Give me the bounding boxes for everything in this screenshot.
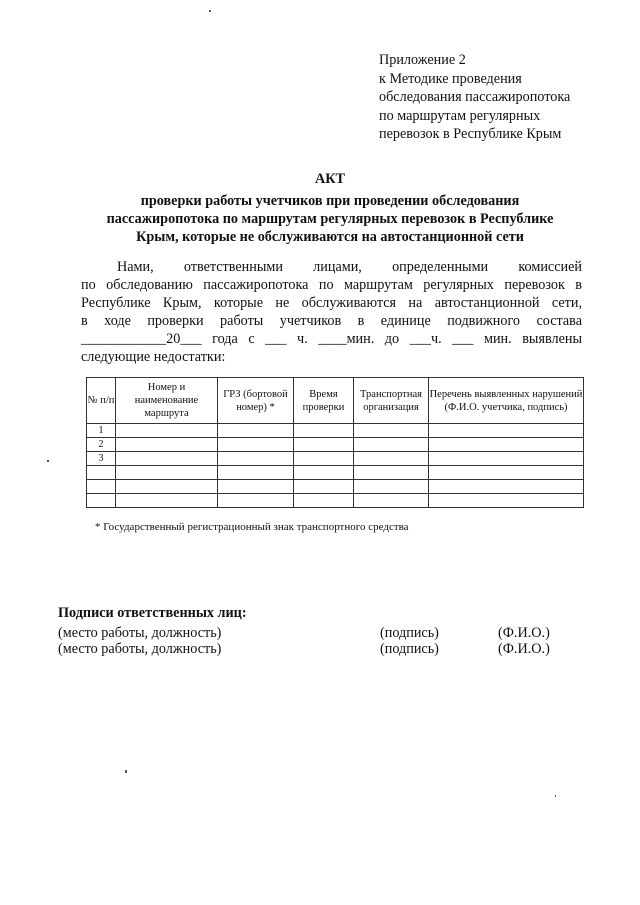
table-cell	[116, 424, 218, 438]
table-cell	[354, 466, 429, 480]
title-subtitle-line: проверки работы учетчиков при проведении обследования	[140, 193, 520, 209]
table-cell: 3	[87, 452, 116, 466]
intro-line: Республике Крым, которые не обслуживаются на автостанционной сети,	[81, 295, 582, 311]
appendix-line: обследования пассажиропотока	[379, 89, 571, 105]
table-cell	[354, 438, 429, 452]
table-cell	[218, 424, 294, 438]
table-cell	[429, 424, 584, 438]
table-cell	[116, 438, 218, 452]
table-cell	[429, 452, 584, 466]
intro-line: в ходе проверки работы учетчиков в единице подвижного состава	[81, 313, 582, 329]
col-header-route: Номер и наименование маршрута	[116, 378, 218, 424]
table-cell: 2	[87, 438, 116, 452]
table-cell	[294, 466, 354, 480]
table-row	[87, 438, 584, 452]
table-cell	[116, 466, 218, 480]
table-row	[87, 480, 584, 494]
appendix-note	[379, 51, 609, 144]
col-header-plate: ГРЗ (бортовой номер) *	[218, 378, 294, 424]
title-heading: АКТ	[315, 171, 345, 187]
intro-paragraph	[81, 258, 582, 366]
table-cell	[429, 438, 584, 452]
violations-table	[86, 377, 584, 508]
table-cell	[218, 480, 294, 494]
table-cell	[87, 480, 116, 494]
signature-sign: (подпись)	[380, 641, 439, 657]
table-cell	[354, 480, 429, 494]
signature-name: (Ф.И.О.)	[498, 625, 550, 641]
table-row	[87, 466, 584, 480]
table-cell	[429, 466, 584, 480]
intro-line: ____________20___ года с ___ ч. ____мин. до ___ч. ___ мин. выявлены	[81, 331, 582, 347]
table-cell	[429, 494, 584, 508]
table-cell	[218, 466, 294, 480]
scan-speck	[555, 795, 556, 797]
col-header-number: № п/п	[87, 378, 116, 424]
table-cell	[354, 424, 429, 438]
table-footnote: * Государственный регистрационный знак транспортного средства	[95, 521, 409, 533]
signature-workplace: (место работы, должность)	[58, 641, 222, 657]
signature-name: (Ф.И.О.)	[498, 641, 550, 657]
table-cell	[218, 494, 294, 508]
table-cell	[354, 494, 429, 508]
table-cell	[354, 452, 429, 466]
signature-sign: (подпись)	[380, 625, 439, 641]
scan-speck	[47, 460, 49, 462]
title-subtitle-line: Крым, которые не обслуживаются на автостанционной сети	[136, 229, 524, 245]
scan-speck	[209, 10, 211, 12]
table-cell	[116, 480, 218, 494]
table-cell	[294, 452, 354, 466]
col-header-violations: Перечень выявленных нарушений (Ф.И.О. учетчика, подпись)	[429, 378, 584, 424]
table-cell	[218, 452, 294, 466]
intro-line: Нами, ответственными лицами, определенными комиссией	[117, 259, 582, 275]
signature-workplace: (место работы, должность)	[58, 625, 222, 641]
col-header-time: Время проверки	[294, 378, 354, 424]
intro-line: по обследованию пассажиропотока по маршрутам регулярных перевозок в	[81, 277, 582, 293]
intro-line: следующие недостатки:	[81, 349, 226, 365]
table-row	[87, 424, 584, 438]
scan-speck	[125, 770, 127, 773]
signatures-title: Подписи ответственных лиц:	[58, 605, 247, 621]
table-cell	[294, 424, 354, 438]
table-cell	[218, 438, 294, 452]
document-title	[60, 170, 600, 246]
table-cell	[294, 494, 354, 508]
table-cell	[116, 494, 218, 508]
title-subtitle-line: пассажиропотока по маршрутам регулярных перевозок в Республике	[106, 211, 554, 227]
table-cell	[429, 480, 584, 494]
table-cell: 1	[87, 424, 116, 438]
col-header-organization: Транспортная организация	[354, 378, 429, 424]
table-cell	[294, 480, 354, 494]
appendix-line: перевозок в Республике Крым	[379, 126, 562, 142]
table-header-row	[87, 378, 584, 424]
appendix-line: по маршрутам регулярных	[379, 107, 541, 124]
table-row	[87, 494, 584, 508]
table-cell	[87, 494, 116, 508]
table-cell	[87, 466, 116, 480]
table-row	[87, 452, 584, 466]
table-cell	[294, 438, 354, 452]
appendix-line: Приложение 2	[379, 52, 466, 68]
table-cell	[116, 452, 218, 466]
appendix-line: к Методике проведения	[379, 70, 522, 87]
